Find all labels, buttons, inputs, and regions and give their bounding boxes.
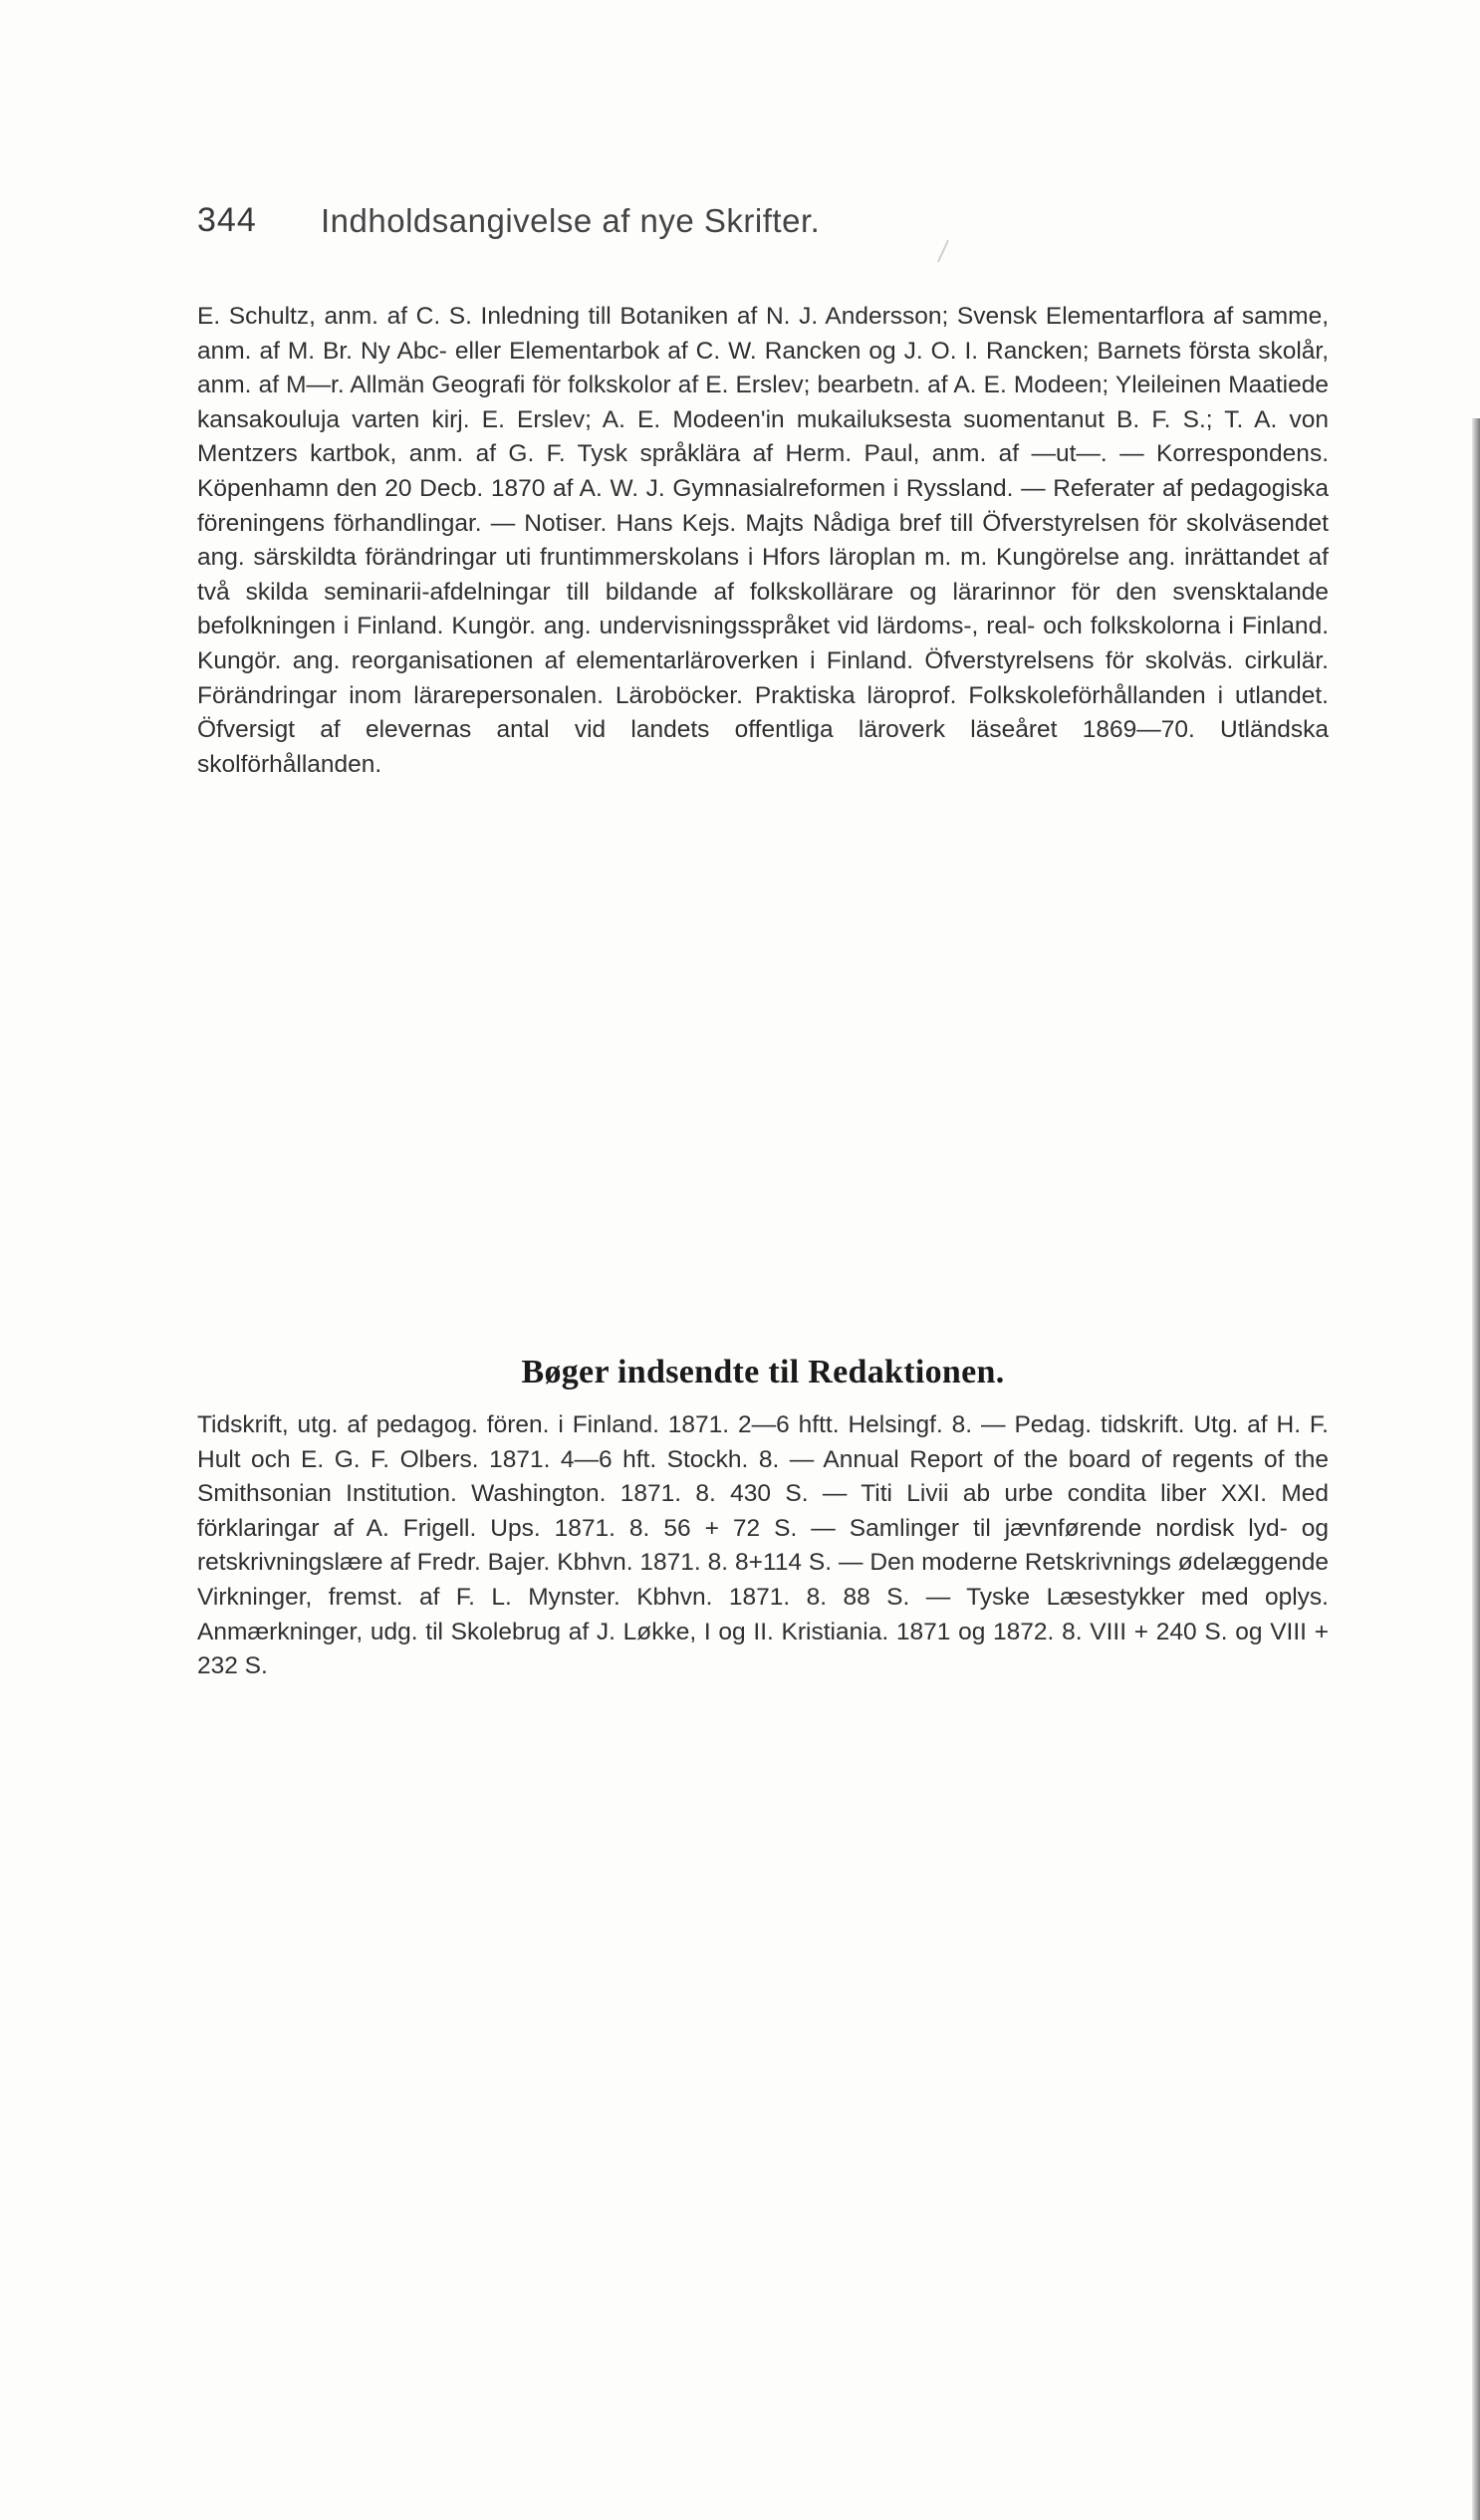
page-number: 344: [197, 201, 257, 239]
books-paragraph: Tidskrift, utg. af pedagog. fören. i Finland. 1871. 2—6 hftt. Helsingf. 8. — Pedag. tidskrift. Utg. af H. F. Hult och E. G. F. Olbers. 1871. 4—6 hft. Stockh. 8. — Annual Report of the board of regents of the Smithsonian Institution. Washington. 1871. 8. 430 S. — Titi Livii ab urbe condita liber XXI. Med förklaringar af A. Frigell. Ups. 1871. 8. 56 + 72 S. — Samlinger til jævnførende nordisk lyd- og retskrivningslære af Fredr. Bajer. Kbhvn. 1871. 8. 8+114 S. — Den moderne Retskrivnings ødelæggende Virkninger, fremst. af F. L. Mynster. Kbhvn. 1871. 8. 88 S. — Tyske Læsestykker med oplys. Anmærkninger, udg. til Skolebrug af J. Løkke, I og II. Kristiania. 1871 og 1872. 8. VIII + 240 S. og VIII + 232 S.: [197, 1411, 1329, 1680]
books-received-listing: [197, 1408, 1329, 1684]
running-title: Indholdsangivelse af nye Skrifter.: [321, 202, 821, 239]
contents-listing: [197, 300, 1329, 782]
running-head: [197, 201, 1480, 261]
books-received-heading: Bøger indsendte til Redaktionen.: [521, 1354, 1005, 1390]
contents-paragraph: E. Schultz, anm. af C. S. Inledning till Botaniken af N. J. Andersson; Svensk Elementarflora af samme, anm. af M. Br. Ny Abc- eller Elementarbok af C. W. Rancken og J. O. I. Rancken; Barnets första skolår, anm. af M—r. Allmän Geografi för folkskolor af E. Erslev; bearbetn. af A. E. Modeen; Yleileinen Maatiede kansakouluja varten kirj. E. Erslev; A. E. Modeen'in mukailuksesta suomentanut B. F. S.; T. A. von Mentzers kartbok, anm. af G. F. Tysk språklära af Herm. Paul, anm. af —ut—. — Korrespondens. Köpenhamn den 20 Decb. 1870 af A. W. J. Gymnasialreformen i Ryssland. — Referater af pedagogiska föreningens förhandlingar. — Notiser. Hans Kejs. Majts Nådiga bref till Öfverstyrelsen för skolväsendet ang. särskildta förändringar uti fruntimmerskolans i Hfors läroplan m. m. Kungörelse ang. inrättandet af två skilda seminarii-afdelningar till bildande af folkskollärare og lärarinnor för den svensktalande befolkningen i Finland. Kungör. ang. undervisningsspråket vid lärdoms-, real- och folkskolorna i Finland. Kungör. ang. reorganisationen af elementarläroverken i Finland. Öfverstyrelsens för skolväs. cirkulär. Förändringar inom lärarepersonalen. Läroböcker. Praktiska läroprof. Folkskoleförhållanden i utlandet. Öfversigt af elevernas antal vid landets offentliga läroverk läseåret 1869—70. Utländska skolförhållanden.: [197, 303, 1329, 778]
page-edge-shadow: [1472, 418, 1480, 2520]
